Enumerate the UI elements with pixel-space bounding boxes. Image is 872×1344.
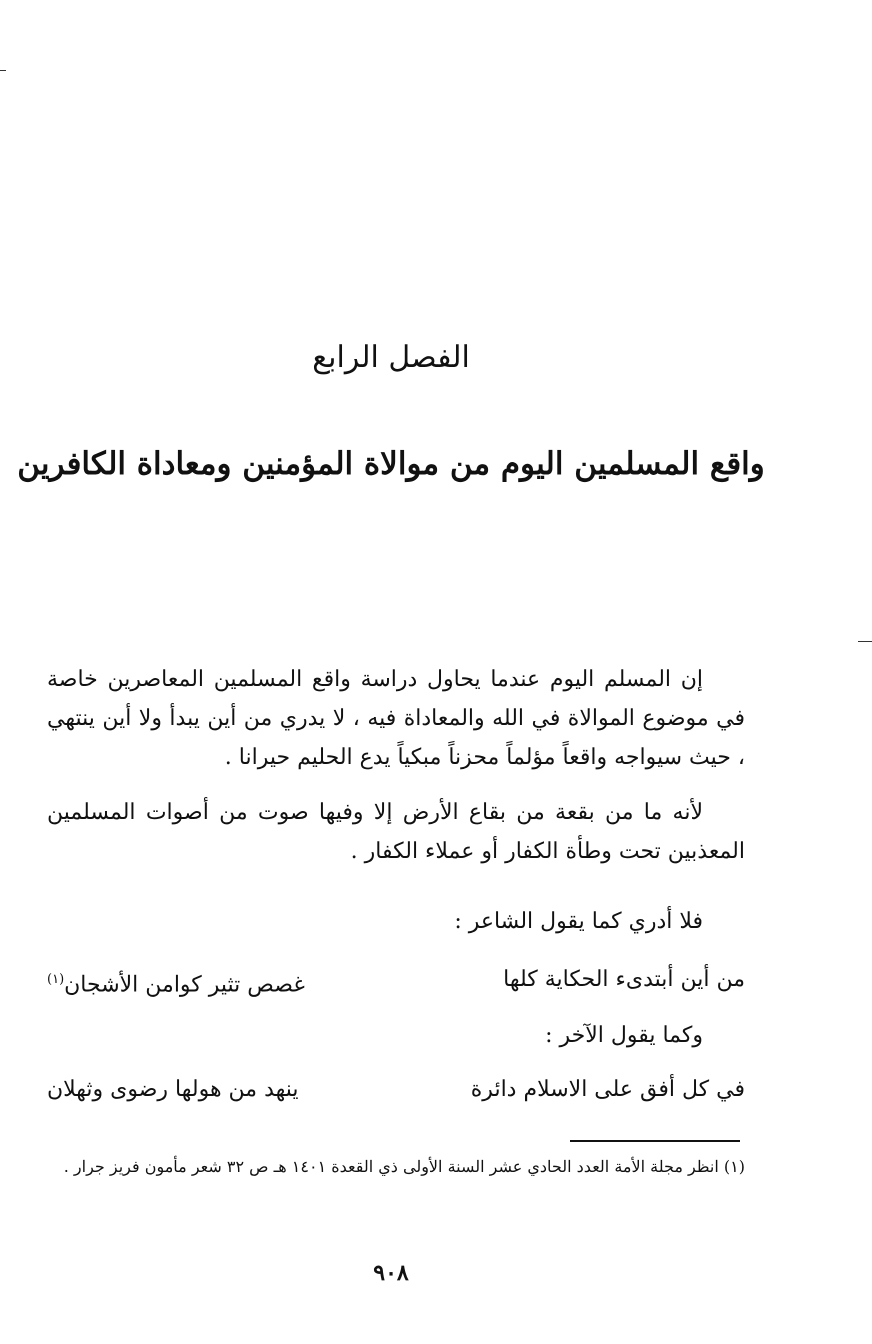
verse-first-hemistich: في كل أفق على الاسلام دائرة — [470, 1077, 745, 1102]
body-text — [47, 660, 745, 871]
poem-verse — [47, 1070, 745, 1109]
footnote-divider — [570, 1140, 740, 1142]
poem-verse — [47, 960, 745, 1004]
chapter-label: الفصل الرابع — [312, 340, 470, 375]
verse-intro: وكما يقول الآخر : — [545, 1023, 703, 1048]
chapter-title: واقع المسلمين اليوم من موالاة المؤمنين ومعاداة الكافرين — [17, 446, 765, 482]
scan-edge-mark — [858, 641, 872, 642]
paragraph: إن المسلم اليوم عندما يحاول دراسة واقع المسلمين المعاصرين خاصة في موضوع الموالاة في الله والمعاداة فيه ، لا يدري من أين يبدأ ولا أين ينتهي ، حيث سيواجه واقعاً مؤلماً محزناً مبكياً يدع الحليم حيرانا . — [47, 667, 745, 770]
footnote: (١) انظر مجلة الأمة العدد الحادي عشر السنة الأولى ذي القعدة ١٤٠١ هـ ص ٣٢ شعر مأمون فريز جرار . — [63, 1157, 745, 1176]
verse-intro: فلا أدري كما يقول الشاعر : — [454, 909, 703, 934]
scan-edge-mark — [0, 70, 6, 71]
verse-second-hemistich — [47, 960, 305, 1004]
verse-second-hemistich: ينهد من هولها رضوى وثهلان — [47, 1077, 299, 1102]
page-number: ٩٠٨ — [373, 1260, 409, 1286]
paragraph: لأنه ما من بقعة من بقاع الأرض إلا وفيها صوت من أصوات المسلمين المعذبين تحت وطأة الكفار أو عملاء الكفار . — [47, 800, 745, 864]
footnote-reference[interactable]: (١) — [47, 972, 65, 987]
verse-first-hemistich: من أين أبتدىء الحكاية كلها — [503, 967, 745, 992]
verse-second-hemistich-text: غصص تثير كوامن الأشجان — [64, 972, 305, 998]
